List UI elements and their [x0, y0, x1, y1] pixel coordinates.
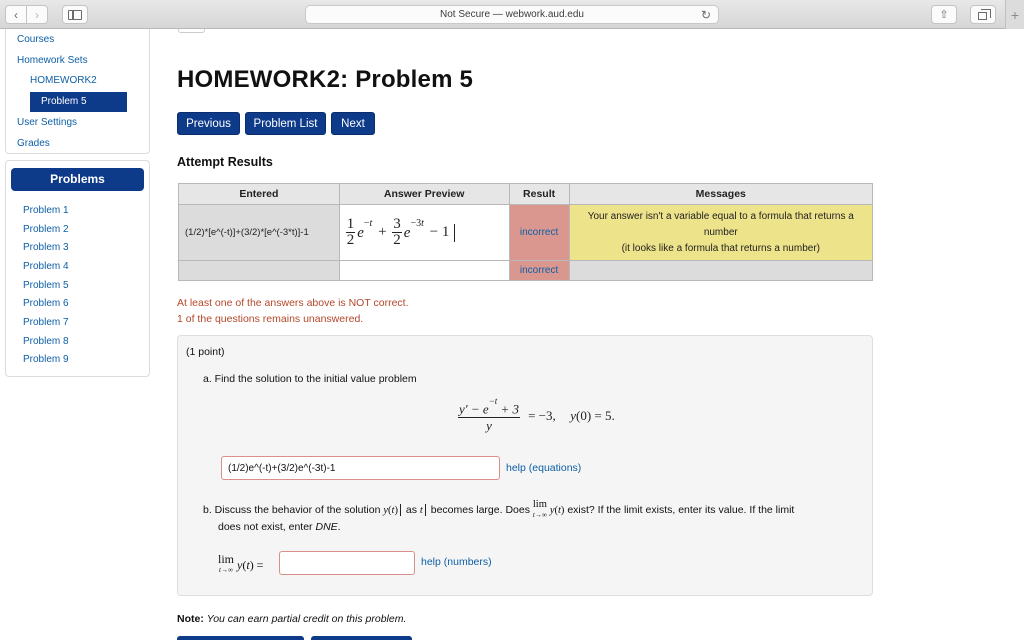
message-line-2: (it looks like a formula that returns a number) [621, 242, 820, 254]
tabs-icon [978, 12, 987, 20]
submit-button-partial[interactable] [177, 636, 304, 640]
answer-b-input[interactable] [279, 551, 415, 575]
result-badge: incorrect [509, 205, 569, 261]
problems-panel-title: Problems [11, 168, 144, 191]
sidebar-toggle-button[interactable] [62, 5, 88, 24]
reload-icon[interactable]: ↻ [700, 8, 711, 22]
limit-expression: lim t→∞ y(t) = [218, 552, 264, 574]
problem-link-8[interactable]: Problem 8 [23, 336, 69, 347]
problem-link-5[interactable]: Problem 5 [23, 280, 69, 291]
header-answer-preview: Answer Preview [339, 184, 509, 205]
browser-toolbar [0, 0, 1024, 29]
help-equations-link[interactable]: help (equations) [506, 462, 582, 474]
address-text: Not Secure — webwork.aud.edu [440, 9, 584, 20]
nav-problem5-active[interactable]: Problem 5 [30, 92, 127, 112]
new-tab-button[interactable] [1005, 0, 1024, 29]
problem-link-7[interactable]: Problem 7 [23, 317, 69, 328]
table-row [179, 205, 873, 261]
part-b-prompt: b. Discuss the behavior of the solution y(t) as t becomes large. Does lim t→∞ y(t) exist? If the limit exists, enter its value. If the limit [203, 499, 795, 519]
sidebar-icon [68, 10, 82, 20]
incorrect-warning: At least one of the answers above is NOT correct. [177, 297, 409, 309]
answer-preview-cell-empty [339, 261, 509, 281]
table-row [179, 261, 873, 281]
answer-preview-cell [339, 205, 509, 261]
nav-user-settings-link[interactable]: User Settings [17, 117, 78, 128]
help-numbers-link[interactable]: help (numbers) [421, 556, 492, 568]
header-result: Result [509, 184, 569, 205]
attempt-results-heading: Attempt Results [177, 155, 273, 169]
partial-credit-note: Note: You can earn partial credit on this problem. [177, 613, 407, 625]
problem-link-2[interactable]: Problem 2 [23, 224, 69, 235]
result-badge: incorrect [509, 261, 569, 281]
problem-body [177, 335, 873, 596]
site-navigation [5, 29, 150, 154]
problem-points: (1 point) [186, 346, 225, 358]
plus-icon: + [1010, 6, 1020, 23]
nav-grades-link[interactable]: Grades [17, 138, 50, 149]
share-button[interactable] [931, 5, 957, 24]
answer-a-input[interactable] [221, 456, 500, 480]
unanswered-warning: 1 of the questions remains unanswered. [177, 313, 364, 325]
nav-homework2-link[interactable]: HOMEWORK2 [30, 75, 97, 86]
answer-preview-math: $\frac{1}{2}$ $e^{-t}$ + $\frac{3}{2}$ $e^{-3t}$ − 1 [346, 217, 509, 248]
part-b-prompt-line2: does not exist, enter DNE. [218, 521, 341, 533]
page-title: HOMEWORK2: Problem 5 [177, 66, 474, 93]
problem-link-3[interactable]: Problem 3 [23, 242, 69, 253]
entered-answer-cell: (1/2)*[e^(-t)]+(3/2)*[e^(-3*t)]-1 [179, 205, 340, 261]
problem-link-1[interactable]: Problem 1 [23, 205, 69, 216]
share-icon: ⇧ [939, 9, 949, 21]
problem-link-6[interactable]: Problem 6 [23, 298, 69, 309]
tab-overview-button[interactable] [970, 5, 996, 24]
problem-list-button[interactable]: Problem List [245, 112, 326, 135]
nav-courses-link[interactable]: Courses [17, 34, 55, 45]
message-cell-empty [569, 261, 872, 281]
nav-homework-sets-link[interactable]: Homework Sets [17, 55, 88, 66]
message-line-1: Your answer isn't a variable equal to a formula that returns a number [587, 210, 854, 238]
top-tab-stub [178, 29, 205, 33]
next-button[interactable]: Next [331, 112, 375, 135]
message-cell [569, 205, 872, 261]
results-header-row [179, 184, 873, 205]
entered-answer-cell-empty [179, 261, 340, 281]
problem-link-9[interactable]: Problem 9 [23, 354, 69, 365]
header-messages: Messages [569, 184, 872, 205]
problems-panel [5, 160, 150, 377]
back-button[interactable] [5, 5, 27, 24]
check-answers-button-partial[interactable] [311, 636, 412, 640]
chevron-right-icon: › [35, 7, 39, 22]
address-bar[interactable] [305, 5, 719, 24]
forward-button[interactable] [26, 5, 48, 24]
attempt-results-table [178, 183, 873, 281]
header-entered: Entered [179, 184, 340, 205]
initial-value-equation: $\frac{y' - e^{-t} + 3}{y}$ = −3, y(0) = 5. [459, 396, 615, 434]
chevron-left-icon: ‹ [14, 7, 18, 22]
previous-button[interactable]: Previous [177, 112, 240, 135]
problem-link-4[interactable]: Problem 4 [23, 261, 69, 272]
part-a-prompt: a. Find the solution to the initial value problem [203, 373, 417, 385]
